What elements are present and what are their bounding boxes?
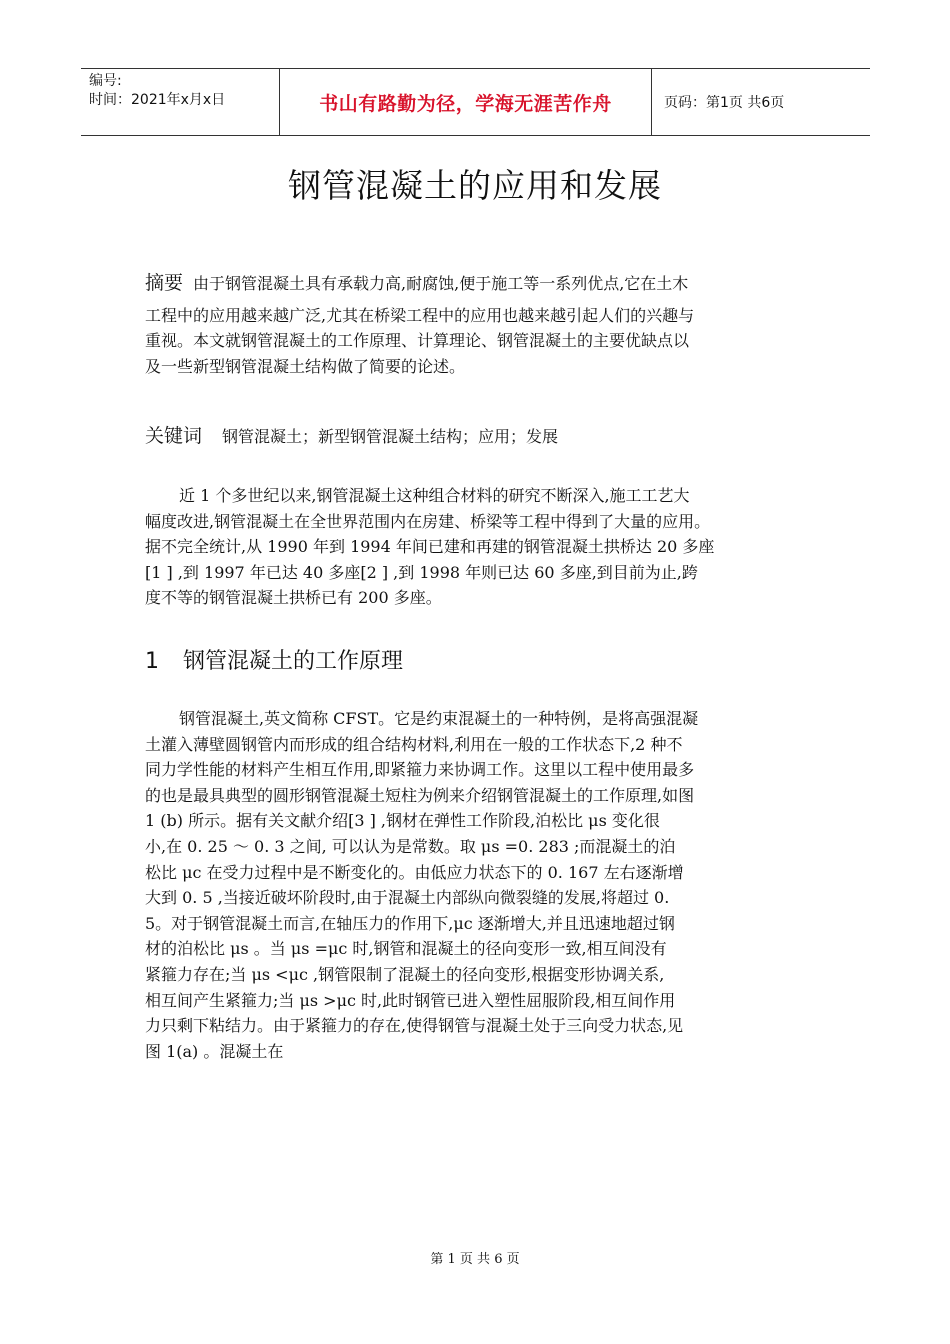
page-header xyxy=(81,68,870,136)
abstract-label: 摘要 xyxy=(145,272,184,294)
paragraph-line: 图 1(a) 。混凝土在 xyxy=(145,1041,284,1061)
paragraph-line: 据不完全统计,从 1990 年到 1994 年间已建和再建的钢管混凝土拱桥达 20 多座 xyxy=(145,537,715,557)
paragraph-line: 小,在 0. 25 ～ 0. 3 之间, 可以认为是常数。取 μs =0. 283 ;而混凝土的泊 xyxy=(145,836,676,856)
paragraph-line: 幅度改进,钢管混凝土在全世界范围内在房建、桥梁等工程中得到了大量的应用。 xyxy=(145,511,711,531)
paragraph-line: 钢管混凝土,英文简称 CFST。它是约束混凝土的一种特例，是将高强混凝 xyxy=(179,709,699,728)
paragraph-line: 土灌入薄壁圆钢管内而形成的组合结构材料,利用在一般的工作状态下,2 种不 xyxy=(145,734,683,754)
abstract-line xyxy=(145,271,815,297)
document-title: 钢管混凝土的应用和发展 xyxy=(288,166,662,205)
header-page-info: 页码：第1页 共6页 xyxy=(664,95,785,111)
abstract-line: 重视。本文就钢管混凝土的工作原理、计算理论、钢管混凝土的主要优缺点以 xyxy=(145,331,690,350)
abstract-text: 由于钢管混凝土具有承载力高,耐腐蚀,便于施工等一系列优点,它在土木 xyxy=(193,274,689,293)
paragraph-line: 的也是最具典型的圆形钢管混凝土短柱为例来介绍钢管混凝土的工作原理,如图 xyxy=(145,785,695,805)
abstract-line: 工程中的应用越来越广泛,尤其在桥梁工程中的应用也越来越引起人们的兴趣与 xyxy=(145,305,695,325)
intro-paragraph xyxy=(145,483,815,611)
paragraph-line: 度不等的钢管混凝土拱桥已有 200 多座。 xyxy=(145,588,442,608)
section-heading xyxy=(145,644,403,675)
document-date: 时间：2021年x月x日 xyxy=(89,92,226,108)
paragraph-line: 5。对于钢管混凝土而言,在轴压力的作用下,μc 逐渐增大,并且迅速地超过钢 xyxy=(145,913,675,933)
paragraph-line: 同力学性能的材料产生相互作用,即紧箍力来协调工作。这里以工程中使用最多 xyxy=(145,760,695,780)
paragraph-line: 松比 μc 在受力过程中是不断变化的。由低应力状态下的 0. 167 左右逐渐增 xyxy=(145,862,684,882)
paragraph-line: [1 ] ,到 1997 年已达 40 多座[2 ] ,到 1998 年则已达 60 多座,到目前为止,跨 xyxy=(145,562,698,582)
header-motto: 书山有路勤为径，学海无涯苦作舟 xyxy=(280,69,652,135)
section-title: 钢管混凝土的工作原理 xyxy=(183,649,404,674)
keywords-value: 钢管混凝土；新型钢管混凝土结构；应用；发展 xyxy=(222,427,559,446)
paragraph-line: 材的泊松比 μs 。当 μs =μc 时,钢管和混凝土的径向变形一致,相互间没有 xyxy=(145,939,667,959)
section-number: 1 xyxy=(145,649,159,674)
paragraph-line: 相互间产生紧箍力;当 μs >μc 时,此时钢管已进入塑性屈服阶段,相互间作用 xyxy=(145,990,676,1010)
section-paragraph xyxy=(145,706,815,1064)
keywords-label: 关键词 xyxy=(145,425,203,447)
document-number-label: 编号: xyxy=(89,73,122,89)
paragraph-line: 力只剩下粘结力。由于紧箍力的存在,使得钢管与混凝土处于三向受力状态,见 xyxy=(145,1016,684,1036)
abstract xyxy=(145,271,815,379)
paragraph-line: 1 (b) 所示。据有关文献介绍[3 ] ,钢材在弹性工作阶段,泊松比 μs 变化很 xyxy=(145,811,660,831)
keywords xyxy=(145,421,558,448)
header-meta xyxy=(81,69,280,135)
paragraph-line: 紧箍力存在;当 μs <μc ,钢管限制了混凝土的径向变形,根据变形协调关系, xyxy=(145,964,665,984)
abstract-line: 及一些新型钢管混凝土结构做了简要的论述。 xyxy=(145,356,466,376)
paragraph-line: 近 1 个多世纪以来,钢管混凝土这种组合材料的研究不断深入,施工工艺大 xyxy=(179,486,690,505)
paragraph-line: 大到 0. 5 ,当接近破坏阶段时,由于混凝土内部纵向微裂缝的发展,将超过 0. xyxy=(145,888,670,908)
page-footer: 第 1 页 共 6 页 xyxy=(430,1252,520,1267)
